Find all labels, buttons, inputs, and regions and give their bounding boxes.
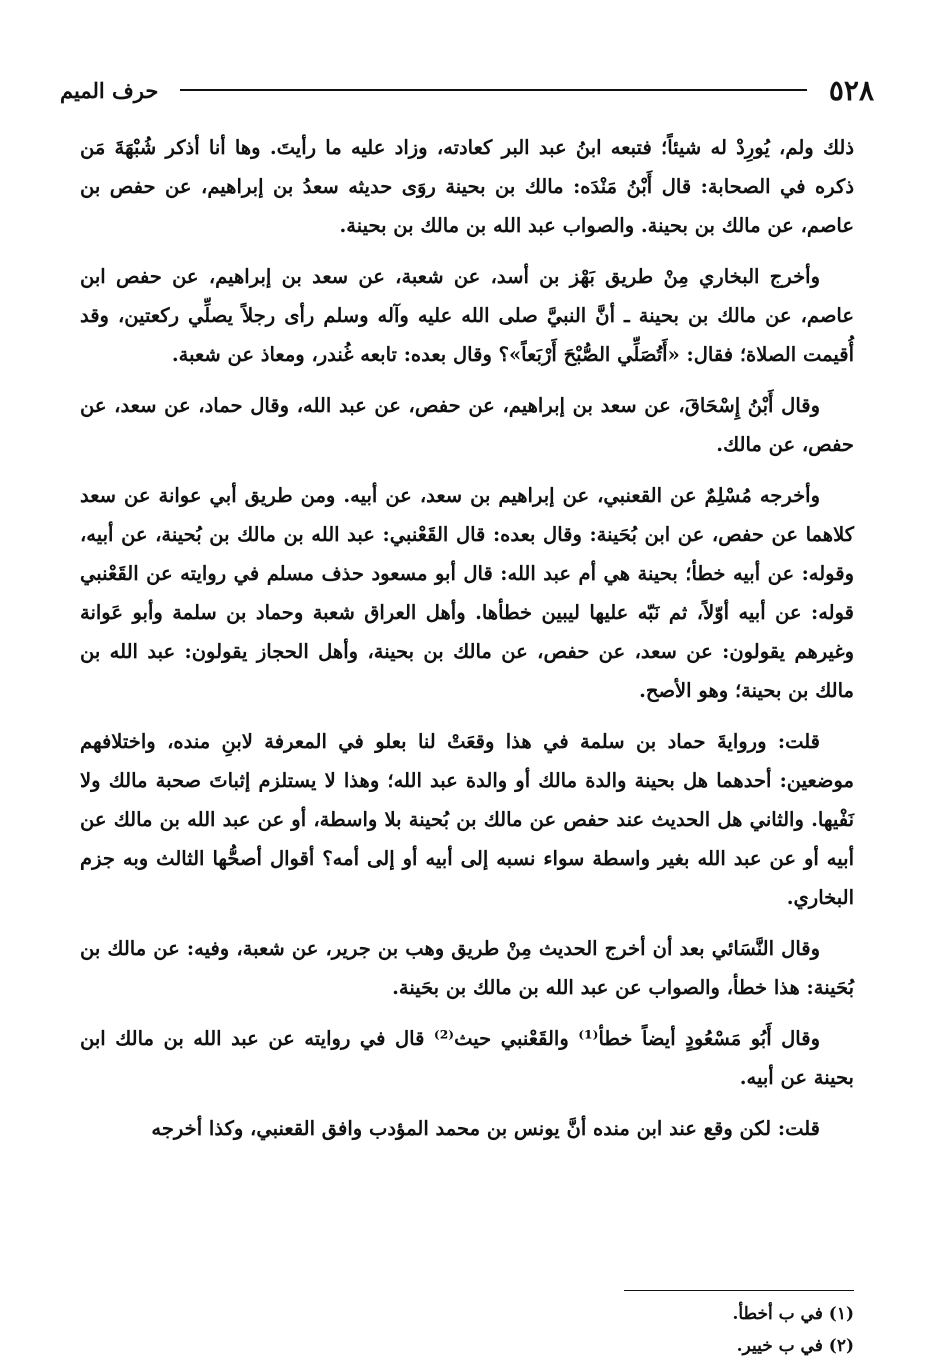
page-number: ٥٢٨	[828, 73, 874, 107]
paragraph: وقال أَبُو مَسْعُودٍ أيضاً خطأ⁽¹⁾ والقَعْنبي حيث⁽²⁾ قال في روايته عن عبد الله بن مالك ابن بحينة عن أبيه.	[80, 1027, 854, 1089]
footnote: (١) في ب أخطأ.	[732, 1304, 854, 1324]
paragraph: قلت: لكن وقع عند ابن منده أنَّ يونس بن محمد المؤدب وافق القعنبي، وكذا أخرجه	[151, 1117, 820, 1140]
main-text	[80, 128, 854, 1160]
paragraph: وأخرجه مُسْلِمٌ عن القعنبي، عن إبراهيم بن سعد، عن أبيه. ومن طريق أبي عوانة عن سعد كلاهما عن حفص، عن ابن بُحَينة: وقال بعده: قال القَعْنبي: عبد الله بن مالك بن بُحينة، عن أبيه، وقوله: عن أبيه خطأ؛ بحينة هي أم عبد الله: قال أبو مسعود حذف مسلم في روايته عن القَعْنبي قوله: عن أبيه أوّلاً، ثم نَبّه عليها ليبين خطأها. وأهل العراق شعبة وحماد بن سلمة وأبو عَوانة وغيرهم يقولون: عن سعد، عن حفص، عن مالك بن بحينة، وأهل الحجاز يقولون: عبد الله بن مالك بن بحينة؛ وهو الأصح.	[80, 484, 854, 702]
paragraph: وقال أَبْنُ إِسْحَاقَ، عن سعد بن إبراهيم، عن حفص، عن عبد الله، وقال حماد، عن سعد، عن حفص، عن مالك.	[80, 394, 854, 456]
paragraph: وقال النَّسَائي بعد أن أخرج الحديث مِنْ طريق وهب بن جرير، عن شعبة، وفيه: عن مالك بن بُحَينة: هذا خطأ، والصواب عن عبد الله بن مالك بن بحَينة.	[80, 937, 854, 999]
page-header	[60, 70, 874, 110]
footnote: (٢) في ب خيير.	[736, 1336, 854, 1356]
header-rule	[180, 89, 807, 91]
paragraph: ذلك ولم، يُورِدْ له شيئاً؛ فتبعه ابنُ عبد البر كعادته، وزاد عليه ما رأيتَ. وها أنا أذكر شُبْهَةَ مَن ذكره في الصحابة: قال أَبْنُ مَنْدَه: مالك بن بحينة روَى حديثه سعدُ بن إبراهيم، عن حفص بن عاصم، عن مالك بن بحينة. والصواب عبد الله بن مالك بن بحينة.	[80, 136, 854, 237]
footnotes	[80, 1298, 854, 1362]
footnote-rule	[624, 1290, 854, 1291]
paragraph: وأخرج البخاري مِنْ طريق بَهْز بن أسد، عن شعبة، عن سعد بن إبراهيم، عن حفص ابن عاصم، عن مالك بن بحينة ـ أنَّ النبيَّ صلى الله عليه وآله وسلم رأى رجلاً يصلِّي ركعتين، وقد أُقيمت الصلاة؛ فقال: «أَتُصَلِّي الصُّبْحَ أَرْبَعاً»؟ وقال بعده: تابعه غُندر، ومعاذ عن شعبة.	[80, 265, 854, 366]
paragraph: قلت: وروايةَ حماد بن سلمة في هذا وقعَتْ لنا بعلو في المعرفة لابنِ منده، واختلافهم موضعين: أحدهما هل بحينة والدة مالك أو والدة عبد الله؛ وهذا لا يستلزم إثباتَ صحبة مالك ولا نَفْيها. والثاني هل الحديث عند حفص عن مالك بن بُحينة بلا واسطة، أو عن عبد الله بن مالك عن أبيه أو عن عبد الله بغير واسطة سواء نسبه إلى أبيه أو إلى أمه؟ أقوال أصحُّها الثالث وبه جزم البخاري.	[80, 730, 854, 909]
chapter-title: حرف الميم	[60, 77, 159, 103]
